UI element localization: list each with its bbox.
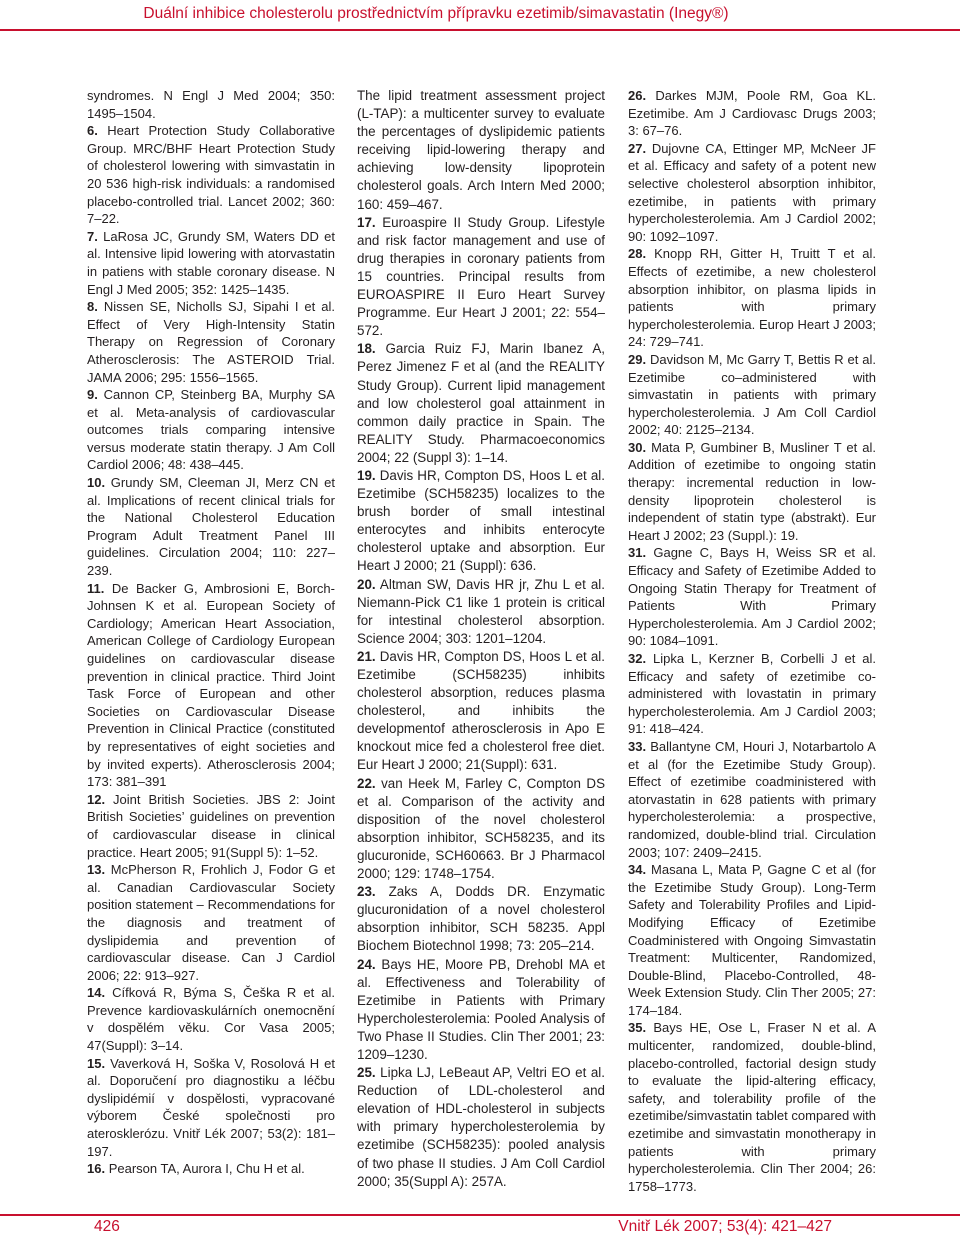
reference-item (357, 775, 605, 884)
reference-text: Zaks A, Dodds DR. Enzymatic glucuronidation of a novel cholesterol absorption inhibitor, SCH 58235. Appl Biochem Biotechnol 1998; 73: 205–214. (357, 884, 605, 954)
reference-text: Davis HR, Compton DS, Hoos L et al. Ezetimibe (SCH58235) localizes to the brush border of small intestinal enterocytes and inhibits enterocyte cholesterol uptake and absorption. Eur Heart J 2000; 21 (Suppl): 636. (357, 467, 605, 574)
reference-item (87, 474, 335, 580)
reference-text: Garcia Ruiz FJ, Marin Ibanez A, Perez Jimenez F et al (and the REALITY Study Group). Current lipid management and low cholesterol goal attainment in common daily practice in Spain. The REALITY Study. Pharmacoeconomics 2004; 22 (Suppl 3): 1–14. (357, 341, 605, 465)
reference-item (628, 87, 876, 140)
reference-item (87, 1160, 335, 1178)
reference-item (628, 1019, 876, 1195)
reference-number: 14. (87, 985, 106, 1001)
reference-number: 35. (628, 1020, 647, 1036)
reference-text: The lipid treatment assessment project (L-TAP): a multicenter survey to evaluate the percentages of dyslipidemic patients receiving lipid-lowering therapy and achieving low-density lipoprotein cholesterol goals. Arch Intern Med 2000; 160: 459–467. (357, 88, 605, 212)
reference-number: 31. (628, 545, 647, 561)
reference-text: De Backer G, Ambrosioni E, Borch-Johnsen K et al. European Society of Cardiology; American Heart Association, American College of Cardiology European guidelines on cardiovascular disease prevention in clinical practice. Third Joint Task Force of European and other Societies on Cardiovascular Disease Prevention in Clinical Practice (constituted by representatives of eight societies and by invited experts). Atherosclerosis 2004; 173: 381–391 (87, 580, 335, 790)
reference-text: Davidson M, Mc Garry T, Bettis R et al. Ezetimibe co–administered with simvastatin in patients with primary hypercholesterolemia. J Am Coll Cardiol 2002; 40: 2125–2134. (628, 351, 876, 438)
reference-text: Vaverková H, Soška V, Rosolová H et al. Doporučení pro diagnostiku a léčbu dyslipidémií v dospělosti, vypracované výborem České společnosti pro aterosklerózu. Vnitř Lék 2007; 53(2): 181–197. (87, 1055, 335, 1159)
reference-number: 22. (357, 775, 376, 791)
reference-text: Dujovne CA, Ettinger MP, McNeer JF et al. Efficacy and safety of a potent new selective cholesterol absorption inhibitor, ezetimibe, in patients with primary hypercholesterolemia. Am J Cardiol 2002; 90: 1092–1097. (628, 140, 876, 244)
reference-text: McPherson R, Frohlich J, Fodor G et al. Canadian Cardiovascular Society position statement – Recommendations for the diagnosis and treatment of dyslipidemia and prevention of cardiovascular disease. Can J Cardiol 2006; 22: 913–927. (87, 862, 335, 983)
running-header-title: Duální inhibice cholesterolu prostřednictvím přípravku ezetimib/simavastatin (Inegy®) (143, 5, 729, 22)
reference-column-1 (87, 87, 335, 1178)
reference-item (87, 228, 335, 298)
reference-item (357, 87, 605, 214)
reference-number: 28. (628, 246, 647, 262)
reference-item (357, 467, 605, 576)
reference-text: Davis HR, Compton DS, Hoos L et al. Ezetimibe (SCH58235) inhibits cholesterol absorption, reduces plasma cholesterol, and inhibits the developmentof atherosclerosis in Apo E knockout mice fed a cholesterol free diet. Eur Heart J 2000; 21(Suppl): 631. (357, 648, 605, 773)
reference-number: 16. (87, 1161, 106, 1177)
reference-text: Darkes MJM, Poole RM, Goa KL. Ezetimibe. Am J Cardiovasc Drugs 2003; 3: 67–76. (628, 88, 876, 139)
reference-number: 17. (357, 214, 376, 230)
reference-item (628, 861, 876, 1019)
reference-number: 9. (87, 387, 98, 403)
reference-text: Ballantyne CM, Houri J, Notarbartolo A et al (for the Ezetimibe Study Group). Effect of ezetimibe coadministered with atorvastatin in 628 patients with primary hypercholesterolemia: a prospective, randomized, double-blind trial. Circulation 2003; 107: 2409–2415. (628, 738, 876, 860)
reference-text: Euroaspire II Study Group. Lifestyle and risk factor management and use of drug therapies in coronary patients from 15 countries. Principal results from EUROASPIRE II Euro Heart Survey Programme. Eur Heart J 2001; 22: 554–572. (357, 214, 605, 339)
reference-item (87, 861, 335, 984)
reference-item (87, 87, 335, 122)
reference-text: Nissen SE, Nicholls SJ, Sipahi I et al. Effect of Very High-Intensity Statin Therapy on Regression of Coronary Atherosclerosis: The ASTEROID Trial. JAMA 2006; 295: 1556–1565. (87, 299, 335, 385)
header-rule (0, 29, 960, 31)
reference-number: 23. (357, 884, 376, 900)
reference-text: Heart Protection Study Collaborative Group. MRC/BHF Heart Protection Study of cholesterol lowering with simvastatin in 20 536 high-risk individuals: a randomised placebo-controlled trial. Lancet 2002; 360: 7–22. (87, 123, 335, 227)
reference-column-2 (357, 87, 605, 1191)
reference-number: 33. (628, 738, 647, 754)
reference-item (357, 1064, 605, 1191)
reference-item (357, 883, 605, 955)
reference-text: syndromes. N Engl J Med 2004; 350: 1495–1504. (87, 88, 335, 121)
reference-text: Masana L, Mata P, Gagne C et al (for the Ezetimibe Study Group). Long-Term Safety and Tolerability Profiles and Lipid-Modifying Efficacy of Ezetimibe Coadministered with Ongoing Simvastatin Treatment: Multicenter, Randomized, Double-Blind, Placebo-Controlled, 48-Week Extension Study. Clin Ther 2005; 27: 174–184. (628, 862, 876, 1018)
reference-item (357, 648, 605, 775)
reference-text: van Heek M, Farley C, Compton DS et al. Comparison of the activity and disposition of the novel cholesterol absorption inhibitor, SCH58235, and its glucuronide, SCH60663. Br J Pharmacol 2000; 129: 1748–1754. (357, 775, 605, 882)
reference-text: LaRosa JC, Grundy SM, Waters DD et al. Intensive lipid lowering with atorvastatin in patiens with stable coronary disease. N Engl J Med 2005; 352: 1425–1435. (87, 228, 335, 297)
reference-item (87, 791, 335, 861)
reference-text: Gagne C, Bays H, Weiss SR et al. Efficacy and Safety of Ezetimibe Added to Ongoing Statin Therapy for Treatment of Patients With Primary Hypercholesterolemia. Am J Cardiol 2002; 90: 1084–1091. (628, 545, 876, 649)
journal-citation: Vnitř Lék 2007; 53(4): 421–427 (618, 1218, 832, 1235)
reference-number: 20. (357, 576, 376, 592)
reference-number: 15. (87, 1055, 106, 1071)
reference-text: Knopp RH, Gitter H, Truitt T et al. Effects of ezetimibe, a new cholesterol absorption inhibitor, on plasma lipids in patients with primary hypercholesterolemia. Europ Heart J 2003; 24: 729–741. (628, 246, 876, 350)
reference-item (628, 544, 876, 650)
reference-text: Lipka LJ, LeBeaut AP, Veltri EO et al. Reduction of LDL-cholesterol and elevation of HDL-cholesterol in subjects with primary hypercholesterolemia by ezetimibe (SCH58235): pooled analysis of two phase II studies. J Am Coll Cardiol 2000; 35(Suppl A): 257A. (357, 1065, 605, 1189)
reference-item (628, 140, 876, 246)
reference-number: 34. (628, 862, 647, 878)
reference-item (87, 298, 335, 386)
reference-number: 6. (87, 123, 98, 139)
reference-number: 30. (628, 439, 647, 455)
running-header (0, 0, 960, 40)
reference-number: 26. (628, 88, 647, 103)
reference-number: 32. (628, 651, 647, 666)
reference-text: Bays HE, Moore PB, Drehobl MA et al. Effectiveness and Tolerability of Ezetimibe in Patients with Primary Hypercholesterolemia: Pooled Analysis of Two Phase II Studies. Clin Ther 2001; 23: 1209–1230. (357, 956, 605, 1062)
reference-item (628, 738, 876, 861)
reference-item (628, 351, 876, 439)
footer-rule (0, 1214, 960, 1216)
reference-number: 27. (628, 140, 647, 156)
reference-text: Lipka L, Kerzner B, Corbelli J et al. Efficacy and safety of ezetimibe co-administered with lovastatin in primary hypercholesterolemia. Am J Cardiol 2003; 91: 418–424. (628, 651, 876, 737)
reference-number: 18. (357, 341, 376, 357)
reference-item (357, 576, 605, 648)
reference-number: 8. (87, 299, 98, 315)
reference-item (357, 340, 605, 467)
reference-number: 25. (357, 1065, 376, 1081)
reference-item (87, 386, 335, 474)
reference-number: 29. (628, 351, 647, 367)
reference-text: Cífková R, Býma S, Češka R et al. Prevence kardiovaskulárních onemocnění v dospělém věku. Cor Vasa 2005; 47(Suppl): 3–14. (87, 985, 335, 1054)
reference-item (628, 245, 876, 351)
reference-text: Mata P, Gumbiner B, Musliner T et al. Addition of ezetimibe to ongoing statin therapy: incremental reduction in low-density lipoprotein cholesterol is independent of statin type (abstrakt). Eur Heart J 2002; 23 (Suppl.): 19. (628, 439, 876, 543)
reference-number: 19. (357, 467, 376, 483)
reference-text: Altman SW, Davis HR jr, Zhu L et al. Niemann-Pick C1 like 1 protein is critical for intestinal cholesterol absorption. Science 2004; 303: 1201–1204. (357, 576, 605, 646)
reference-number: 13. (87, 862, 106, 878)
reference-number: 10. (87, 475, 106, 491)
reference-item (628, 439, 876, 545)
reference-column-3 (628, 87, 876, 1195)
page-footer (0, 1212, 960, 1241)
reference-item (628, 650, 876, 738)
reference-item (87, 580, 335, 791)
reference-text: Bays HE, Ose L, Fraser N et al. A multicenter, randomized, double-blind, placebo-controlled, factorial design study to evaluate the lipid-altering efficacy, safety, and tolerability profile of the ezetimibe/simvastatin tablet compared with ezetimibe and simvastatin monotherapy in patients with primary hypercholesterolemia. Clin Ther 2004; 26: 1758–1773. (628, 1020, 876, 1194)
reference-text: Joint British Societies. JBS 2: Joint British Societies’ guidelines on prevention of cardiovascular disease in clinical practice. Heart 2005; 91(Suppl 5): 1–52. (87, 791, 335, 860)
page-number: 426 (94, 1218, 120, 1235)
reference-number: 7. (87, 228, 98, 244)
reference-item (87, 1055, 335, 1161)
reference-number: 12. (87, 791, 106, 807)
reference-item (87, 122, 335, 228)
reference-item (357, 214, 605, 341)
reference-text: Grundy SM, Cleeman JI, Merz CN et al. Implications of recent clinical trials for the National Cholesterol Education Program Adult Treatment Panel III guidelines. Circulation 2004; 110: 227–239. (87, 475, 335, 579)
reference-number: 24. (357, 956, 376, 972)
reference-number: 21. (357, 648, 376, 664)
reference-number: 11. (87, 580, 105, 596)
reference-item (87, 984, 335, 1054)
reference-text: Pearson TA, Aurora I, Chu H et al. (108, 1161, 305, 1177)
reference-text: Cannon CP, Steinberg BA, Murphy SA et al. Meta-analysis of cardiovascular outcomes trials comparing intensive versus moderate statin therapy. J Am Coll Cardiol 2006; 48: 438–445. (87, 387, 335, 473)
reference-item (357, 956, 605, 1065)
